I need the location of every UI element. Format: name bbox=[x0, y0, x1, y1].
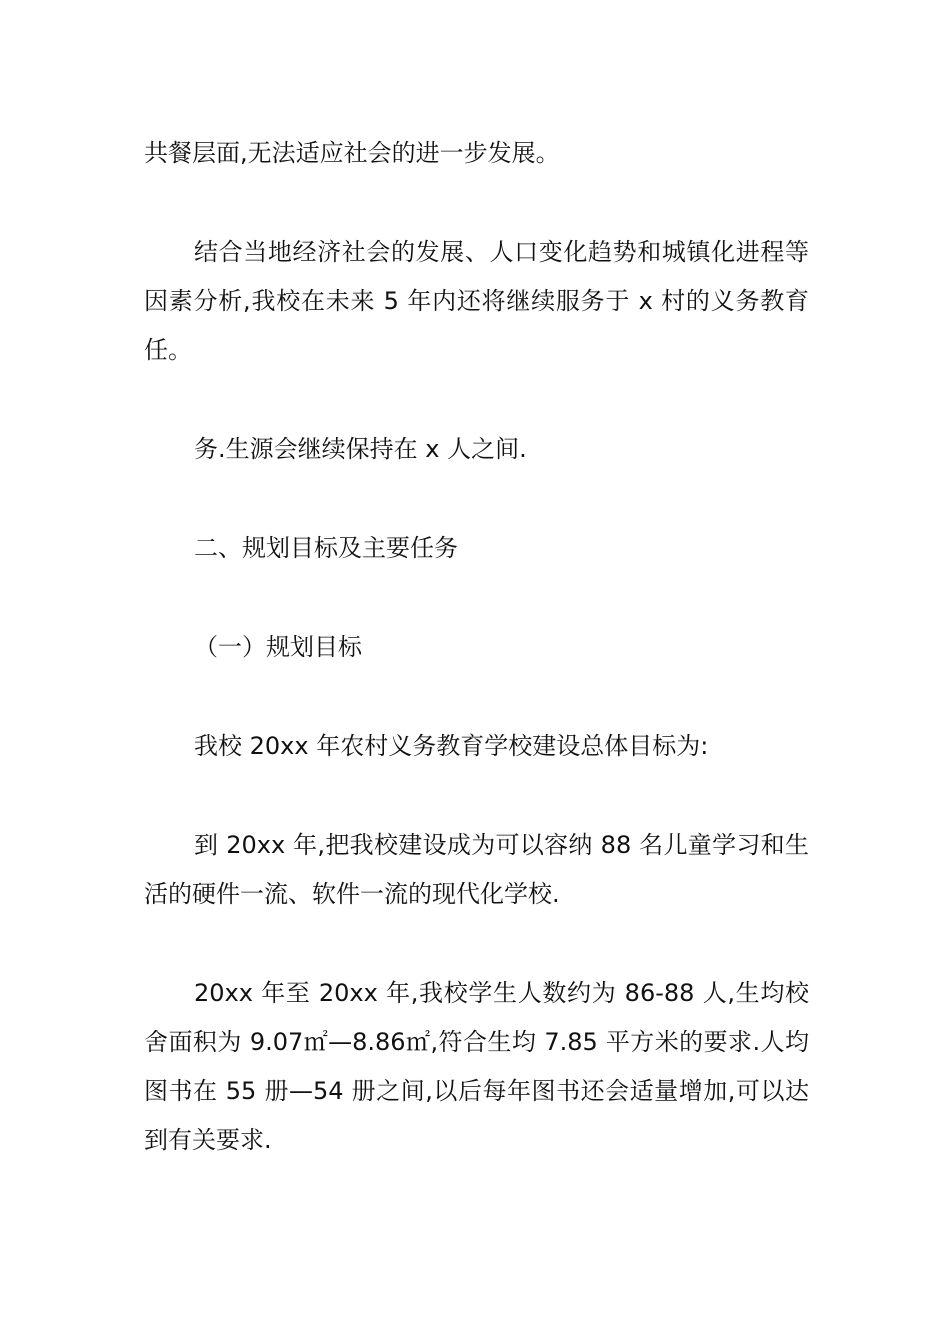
paragraph-continuation: 共餐层面,无法适应社会的进一步发展。 bbox=[144, 139, 560, 167]
subsection-heading: （一）规划目标 bbox=[194, 633, 362, 661]
paragraph-analysis: 结合当地经济社会的发展、人口变化趋势和城镇化进程等因素分析,我校在未来 5 年内还将继续服务于 x 村的义务教育任。 bbox=[144, 238, 809, 364]
paragraph-target-2020: 到 20xx 年,把我校建设成为可以容纳 88 名儿童学习和生活的硬件一流、软件一流的现代化学校. bbox=[144, 831, 809, 908]
document-body bbox=[144, 129, 809, 1215]
section-heading: 二、规划目标及主要任务 bbox=[194, 534, 458, 562]
paragraph-overall-goal: 我校 20xx 年农村义务教育学校建设总体目标为: bbox=[194, 732, 709, 760]
paragraph-statistics: 20xx 年至 20xx 年,我校学生人数约为 86-88 人,生均校舍面积为 9.07㎡—8.86㎡,符合生均 7.85 平方米的要求.人均图书在 55 册—54 册之间,以后每年图书还会适量增加,可以达到有关要求. bbox=[144, 979, 809, 1154]
paragraph-enrollment: 务.生源会继续保持在 x 人之间. bbox=[194, 435, 527, 463]
